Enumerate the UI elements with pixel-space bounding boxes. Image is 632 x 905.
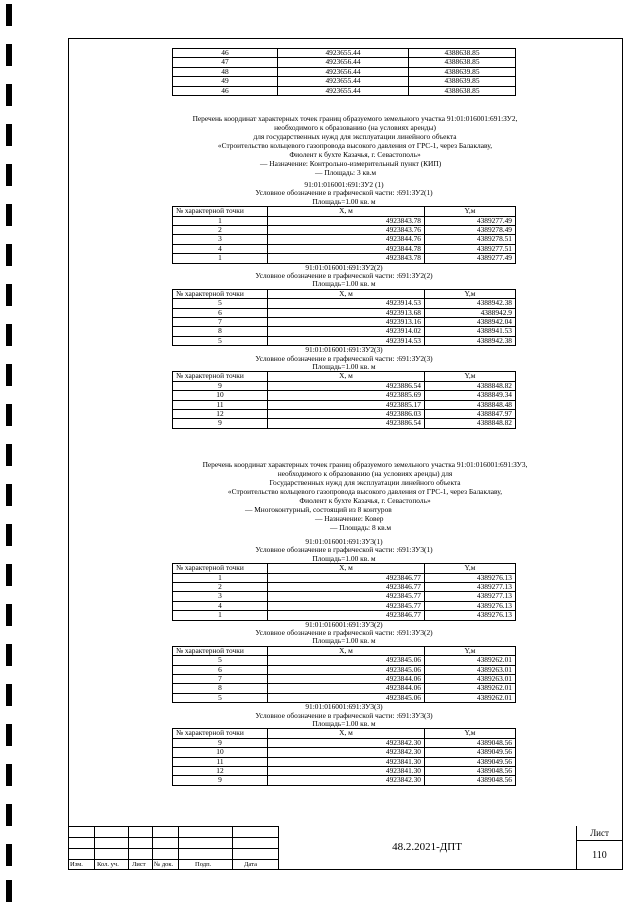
point-number-cell: 48 [173, 67, 278, 76]
y-coord-cell: 4388941.53 [425, 327, 516, 336]
table-row [173, 254, 516, 263]
x-coord-cell: 4923656.44 [278, 67, 409, 76]
y-coord-cell: 4389278.51 [425, 235, 516, 244]
coord-table [172, 289, 516, 346]
point-number-cell: 1 [173, 254, 268, 263]
y-coord-cell: 4389278.49 [425, 226, 516, 235]
y-coord-cell: 4389262.01 [425, 656, 516, 665]
table-row [173, 391, 516, 400]
point-number-cell: 9 [173, 381, 268, 390]
coord-block-header [172, 346, 516, 371]
stamp-col-kol: Кол. уч. [97, 861, 119, 868]
heading-line: — Площадь: 8 кв.м [330, 523, 392, 532]
x-coord-cell: 4923843.78 [268, 254, 425, 263]
coord-table [172, 728, 516, 785]
column-header: X, м [268, 207, 425, 216]
point-number-cell: 10 [173, 748, 268, 757]
point-number-cell: 8 [173, 684, 268, 693]
coord-block-symbol: Условное обозначение в графической части: :691:ЗУ3(1) [255, 545, 433, 555]
heading-line: Перечень координат характерных точек границ образуемого земельного участка 91:01:016001:691:ЗУ3, [202, 460, 528, 469]
table-header-row [173, 646, 516, 655]
table-row [173, 748, 516, 757]
table-row [173, 308, 516, 317]
x-coord-cell: 4923844.06 [268, 675, 425, 684]
column-header: Y,м [425, 372, 516, 381]
table-row [173, 327, 516, 336]
point-number-cell: 47 [173, 58, 278, 67]
x-coord-cell: 4923656.44 [278, 58, 409, 67]
y-coord-cell: 4389277.49 [425, 216, 516, 225]
section3-heading [150, 460, 580, 532]
x-coord-cell: 4923913.16 [268, 318, 425, 327]
heading-line: «Строительство кольцевого газопровода высокого давления от ГРС-1, через Балаклаву, [217, 141, 493, 150]
point-number-cell: 6 [173, 308, 268, 317]
x-coord-cell: 4923841.30 [268, 767, 425, 776]
x-coord-cell: 4923843.76 [268, 226, 425, 235]
x-coord-cell: 4923655.44 [278, 77, 409, 86]
coord-block-title: 91:01:016001:691:ЗУ2(2) [305, 262, 383, 272]
y-coord-cell: 4389048.56 [425, 767, 516, 776]
x-coord-cell: 4923843.78 [268, 216, 425, 225]
table-row [173, 592, 516, 601]
point-number-cell: 9 [173, 738, 268, 747]
coord-block-header [172, 181, 516, 206]
x-coord-cell: 4923846.77 [268, 611, 425, 620]
sheet-number: 110 [592, 850, 607, 861]
point-number-cell: 4 [173, 601, 268, 610]
point-number-cell: 7 [173, 318, 268, 327]
point-number-cell: 2 [173, 583, 268, 592]
coord-block-symbol: Условное обозначение в графической части: :691:ЗУ3(2) [255, 628, 433, 637]
x-coord-cell: 4923886.54 [268, 381, 425, 390]
table-row [173, 216, 516, 225]
coord-block-title: 91:01:016001:691:ЗУ2(3) [305, 345, 383, 355]
point-number-cell: 5 [173, 299, 268, 308]
x-coord-cell: 4923846.77 [268, 583, 425, 592]
point-number-cell: 11 [173, 400, 268, 409]
binding-holes [0, 0, 18, 905]
table-row [173, 86, 516, 95]
x-coord-cell: 4923914.53 [268, 299, 425, 308]
table-row [173, 665, 516, 674]
y-coord-cell: 4388942.38 [425, 336, 516, 345]
column-header: Y,м [425, 207, 516, 216]
y-coord-cell: 4389263.01 [425, 675, 516, 684]
stamp-col-data: Дата [244, 861, 257, 868]
y-coord-cell: 4388847.97 [425, 410, 516, 419]
coord-block-area: Площадь=1.00 кв. м [312, 719, 376, 728]
x-coord-cell: 4923914.02 [268, 327, 425, 336]
y-coord-cell: 4388942.9 [425, 308, 516, 317]
table-row [173, 601, 516, 610]
stamp-col-podp: Подп. [195, 861, 212, 868]
column-header: X, м [268, 646, 425, 655]
table-row [173, 226, 516, 235]
column-header: Y,м [425, 646, 516, 655]
point-number-cell: 12 [173, 410, 268, 419]
x-coord-cell: 4923845.06 [268, 693, 425, 702]
point-number-cell: 3 [173, 235, 268, 244]
y-coord-cell: 4388848.82 [425, 419, 516, 428]
point-number-cell: 1 [173, 573, 268, 582]
x-coord-cell: 4923845.06 [268, 656, 425, 665]
coord-block-symbol: Условное обозначение в графической части: :691:ЗУ3(3) [255, 710, 433, 720]
point-number-cell: 2 [173, 226, 268, 235]
y-coord-cell: 4388639.85 [409, 77, 516, 86]
y-coord-cell: 4389262.01 [425, 693, 516, 702]
x-coord-cell: 4923844.78 [268, 244, 425, 253]
stamp-col-doc: № док. [154, 861, 174, 868]
coord-block-area: Площадь=1.00 кв. м [312, 196, 376, 206]
y-coord-cell: 4389277.49 [425, 254, 516, 263]
column-header: X, м [268, 729, 425, 738]
y-coord-cell: 4388638.85 [409, 58, 516, 67]
coord-block-symbol: Условное обозначение в графической части: :691:ЗУ2(1) [255, 188, 433, 198]
table-header-row [173, 207, 516, 216]
heading-line: — Назначение: Контрольно-измерительный пункт (КИП) [260, 159, 442, 168]
table-row [173, 767, 516, 776]
column-header: Y,м [425, 289, 516, 298]
doc-code: 48.2.2021-ДПТ [392, 841, 462, 853]
table-row [173, 410, 516, 419]
x-coord-cell: 4923845.77 [268, 592, 425, 601]
x-coord-cell: 4923842.30 [268, 748, 425, 757]
y-coord-cell: 4389276.13 [425, 573, 516, 582]
column-header: № характерной точки [173, 564, 268, 573]
y-coord-cell: 4388848.82 [425, 381, 516, 390]
x-coord-cell: 4923886.54 [268, 419, 425, 428]
column-header: № характерной точки [173, 207, 268, 216]
point-number-cell: 46 [173, 86, 278, 95]
y-coord-cell: 4388639.85 [409, 67, 516, 76]
x-coord-cell: 4923844.06 [268, 684, 425, 693]
x-coord-cell: 4923842.30 [268, 738, 425, 747]
table-row [173, 675, 516, 684]
title-block [68, 826, 623, 870]
coord-block-title: 91:01:016001:691:ЗУ3(1) [305, 537, 383, 546]
coord-block-title: 91:01:016001:691:ЗУ3(3) [305, 702, 383, 712]
table-row [173, 573, 516, 582]
table-header-row [173, 564, 516, 573]
y-coord-cell: 4388848.48 [425, 400, 516, 409]
x-coord-cell: 4923913.68 [268, 308, 425, 317]
coord-block-area: Площадь=1.00 кв. м [312, 279, 376, 289]
y-coord-cell: 4388942.38 [425, 299, 516, 308]
heading-line: для государственных нужд для эксплуатации линейного объекта [253, 132, 457, 141]
coord-table [172, 206, 516, 263]
column-header: X, м [268, 289, 425, 298]
coord-block-header [172, 264, 516, 289]
top-coord-table [172, 48, 516, 96]
x-coord-cell: 4923885.69 [268, 391, 425, 400]
stamp-col-list: Лист [132, 861, 146, 868]
y-coord-cell: 4389262.01 [425, 684, 516, 693]
point-number-cell: 8 [173, 327, 268, 336]
table-row [173, 419, 516, 428]
coord-block-header [172, 621, 516, 646]
point-number-cell: 12 [173, 767, 268, 776]
coord-block-title: 91:01:016001:691:ЗУ3(2) [305, 619, 383, 629]
column-header: № характерной точки [173, 372, 268, 381]
table-row [173, 318, 516, 327]
table-row [173, 583, 516, 592]
sheet-label: Лист [590, 828, 609, 838]
section2-heading [150, 114, 560, 177]
point-number-cell: 1 [173, 216, 268, 225]
table-row [173, 611, 516, 620]
heading-line: Фиолент к бухте Казачья, г. Севастополь» [299, 496, 431, 505]
point-number-cell: 9 [173, 419, 268, 428]
x-coord-cell: 4923655.44 [278, 49, 409, 58]
point-number-cell: 46 [173, 49, 278, 58]
coord-block-area: Площадь=1.00 кв. м [312, 553, 376, 563]
x-coord-cell: 4923842.30 [268, 776, 425, 785]
point-number-cell: 5 [173, 656, 268, 665]
table-row [173, 77, 516, 86]
heading-line: — Назначение: Ковер [315, 514, 384, 523]
point-number-cell: 1 [173, 611, 268, 620]
y-coord-cell: 4389049.56 [425, 748, 516, 757]
y-coord-cell: 4388638.85 [409, 86, 516, 95]
column-header: № характерной точки [173, 646, 268, 655]
column-header: X, м [268, 564, 425, 573]
point-number-cell: 49 [173, 77, 278, 86]
y-coord-cell: 4389048.56 [425, 776, 516, 785]
x-coord-cell: 4923846.77 [268, 573, 425, 582]
coord-block-title: 91:01:016001:691:ЗУ2 (1) [304, 180, 384, 189]
column-header: № характерной точки [173, 289, 268, 298]
coord-table [172, 563, 516, 620]
table-header-row [173, 289, 516, 298]
point-number-cell: 9 [173, 776, 268, 785]
coord-block-symbol: Условное обозначение в графической части: :691:ЗУ2(3) [255, 353, 433, 363]
heading-line: «Строительство кольцевого газопровода высокого давления от ГРС-1, через Балаклаву, [227, 487, 503, 496]
table-row [173, 776, 516, 785]
heading-line: — Многоконтурный, состоящий из 8 контуров [245, 505, 392, 514]
column-header: № характерной точки [173, 729, 268, 738]
point-number-cell: 5 [173, 693, 268, 702]
y-coord-cell: 4389277.13 [425, 592, 516, 601]
y-coord-cell: 4388942.04 [425, 318, 516, 327]
y-coord-cell: 4389048.56 [425, 738, 516, 747]
y-coord-cell: 4389276.13 [425, 601, 516, 610]
coord-block-area: Площадь=1.00 кв. м [312, 636, 376, 646]
y-coord-cell: 4389277.51 [425, 244, 516, 253]
point-number-cell: 6 [173, 665, 268, 674]
heading-line: Государственных нужд для эксплуатации линейного объекта [269, 478, 461, 487]
table-row [173, 656, 516, 665]
point-number-cell: 11 [173, 757, 268, 766]
table-row [173, 58, 516, 67]
table-header-row [173, 729, 516, 738]
heading-line: Фиолент к бухте Казачья, г. Севастополь» [289, 150, 421, 159]
table-row [173, 244, 516, 253]
y-coord-cell: 4389276.13 [425, 611, 516, 620]
column-header: X, м [268, 372, 425, 381]
table-row [173, 299, 516, 308]
x-coord-cell: 4923845.06 [268, 665, 425, 674]
point-number-cell: 4 [173, 244, 268, 253]
heading-line: Перечень координат характерных точек границ образуемого земельного участка 91:01:016001:691:ЗУ2, [192, 114, 518, 123]
y-coord-cell: 4388849.34 [425, 391, 516, 400]
x-coord-cell: 4923844.76 [268, 235, 425, 244]
y-coord-cell: 4389049.56 [425, 757, 516, 766]
x-coord-cell: 4923841.30 [268, 757, 425, 766]
coord-table [172, 646, 516, 703]
coord-table [172, 371, 516, 428]
coord-block-header [172, 538, 516, 563]
x-coord-cell: 4923885.17 [268, 400, 425, 409]
x-coord-cell: 4923886.03 [268, 410, 425, 419]
y-coord-cell: 4388638.85 [409, 49, 516, 58]
x-coord-cell: 4923655.44 [278, 86, 409, 95]
stamp-col-izm: Изм. [70, 861, 83, 868]
y-coord-cell: 4389263.01 [425, 665, 516, 674]
point-number-cell: 10 [173, 391, 268, 400]
point-number-cell: 3 [173, 592, 268, 601]
coord-block-header [172, 703, 516, 728]
point-number-cell: 7 [173, 675, 268, 684]
coord-block-area: Площадь=1.00 кв. м [312, 362, 376, 371]
heading-line: — Площадь: 3 кв.м [315, 168, 377, 177]
x-coord-cell: 4923914.53 [268, 336, 425, 345]
column-header: Y,м [425, 729, 516, 738]
heading-line: необходимого к образованию (на условиях аренды) для [277, 469, 453, 478]
coord-block-symbol: Условное обозначение в графической части: :691:ЗУ2(2) [255, 271, 433, 280]
table-header-row [173, 372, 516, 381]
table-row [173, 235, 516, 244]
point-number-cell: 5 [173, 336, 268, 345]
column-header: Y,м [425, 564, 516, 573]
x-coord-cell: 4923845.77 [268, 601, 425, 610]
y-coord-cell: 4389277.13 [425, 583, 516, 592]
heading-line: необходимого к образованию (на условиях аренды) [274, 123, 436, 132]
table-row [173, 684, 516, 693]
